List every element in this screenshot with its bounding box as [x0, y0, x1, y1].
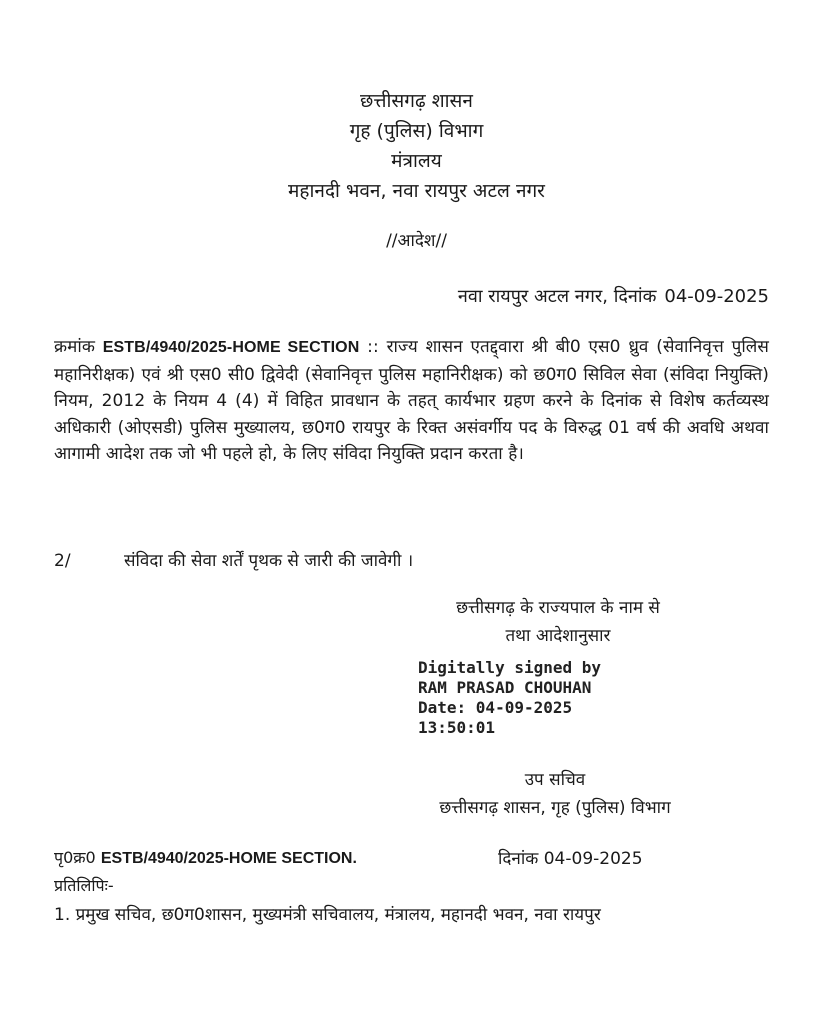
signature-time: 13:50:01	[418, 718, 496, 737]
signer-designation	[390, 766, 720, 822]
endorsement-date-label: दिनांक	[498, 849, 539, 869]
reference-prefix: क्रमांक	[54, 337, 95, 357]
governor-line-1: छत्तीसगढ़ के राज्यपाल के नाम से	[456, 598, 660, 618]
order-title: //आदेश//	[386, 231, 447, 251]
governor-line-2: तथा आदेशानुसार	[505, 626, 611, 646]
letterhead	[0, 86, 833, 206]
place-label: नवा रायपुर अटल नगर, दिनांक	[457, 286, 657, 307]
government-name: छत्तीसगढ़ शासन	[360, 90, 473, 112]
signature-line-1: Digitally signed by	[418, 658, 602, 677]
designation-department: छत्तीसगढ़ शासन, गृह (पुलिस) विभाग	[439, 798, 671, 818]
reference-number: ESTB/4940/2025-HOME SECTION	[102, 339, 360, 356]
signer-name: RAM PRASAD CHOUHAN	[418, 678, 592, 697]
department-name: गृह (पुलिस) विभाग	[349, 120, 484, 142]
point-text: संविदा की सेवा शर्तें पृथक से जारी की जावेगी ।	[124, 551, 414, 571]
order-body: :: राज्य शासन एतद्द्वारा श्री बी0 एस0 ध्रुव (सेवानिवृत्त पुलिस महानिरीक्षक) एवं श्री एस0 सी0 द्विवेदी (सेवानिवृत्त पुलिस महानिरीक्षक) को छ0ग0 सिविल सेवा (संविदा नियुक्ति) नियम, 2012 के नियम 4 (4) में विहित प्रावधान के तहत् कार्यभार ग्रहण करने के दिनांक से विशेष कर्तव्यस्थ अधिकारी (ओएसडी) पुलिस मुख्यालय, छ0ग0 रायपुर के रिक्त असंवर्गीय पद के विरुद्ध 01 वर्ष की अवधि अथवा आगामी आदेश तक जो भी पहले हो, के लिए संविदा नियुक्ति प्रदान करता है।	[54, 337, 769, 464]
point-number: 2/	[54, 551, 71, 571]
designation-title: उप सचिव	[524, 770, 586, 790]
digital-signature	[418, 658, 601, 738]
order-date: 04-09-2025	[664, 286, 769, 307]
signature-date: Date: 04-09-2025	[418, 698, 573, 717]
endorsement-line	[54, 846, 769, 868]
endorsement-prefix: पृ0क्र0	[54, 848, 96, 867]
copy-to-item: 1. प्रमुख सचिव, छ0ग0शासन, मुख्यमंत्री सचिवालय, मंत्रालय, महानदी भवन, नवा रायपुर	[54, 905, 601, 925]
endorsement-date-block	[498, 846, 643, 869]
order-paragraph	[54, 334, 769, 468]
point-two	[54, 548, 413, 571]
ministry-name: मंत्रालय	[391, 150, 442, 172]
copy-to-label: प्रतिलिपिः-	[54, 876, 114, 895]
endorsement-reference: ESTB/4940/2025-HOME SECTION.	[100, 850, 357, 867]
office-address: महानदी भवन, नवा रायपुर अटल नगर	[288, 180, 545, 202]
governor-authority	[408, 594, 708, 650]
endorsement-date: 04-09-2025	[543, 849, 643, 869]
place-date	[458, 284, 769, 308]
